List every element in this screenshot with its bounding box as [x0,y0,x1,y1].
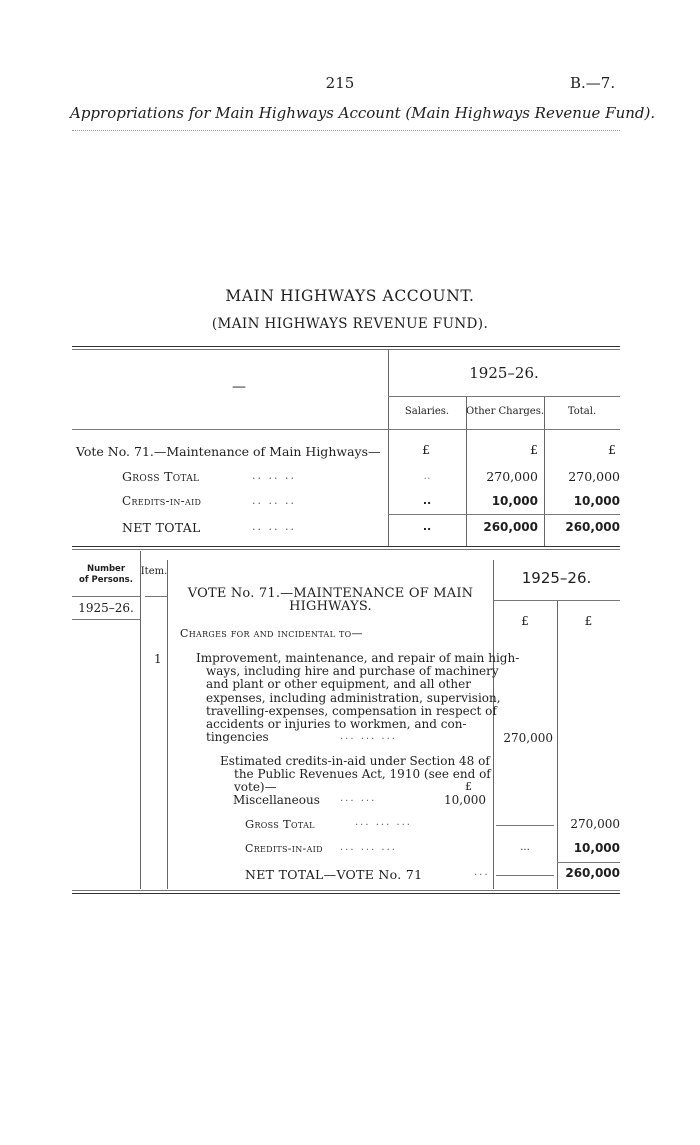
detail-credits-mid: ... [520,842,530,853]
summary-year: 1925–26. [469,364,539,382]
summary-credits-salaries: .. [422,494,432,507]
vote-heading-line-1: VOTE No. 71.—MAINTENANCE OF MAIN [187,586,474,601]
page-number: 215 [325,74,355,92]
leader-dots: ... ... ... [340,731,397,742]
col-number-of-persons [72,564,140,586]
credits-pound-sign: £ [465,780,472,793]
summary-gross-salaries: .. [423,469,431,482]
col-number-line-1: Number [86,564,126,574]
detail-bottom-rule-2 [72,893,620,894]
credits-line: vote)— [234,780,277,795]
summary-net-other: 260,000 [483,520,538,534]
detail-divider-text [493,560,494,889]
summary-top-rule [72,346,620,347]
misc-label: Miscellaneous [233,793,320,807]
summary-net-salaries: .. [422,520,432,533]
item-line: expenses, including administration, supervision, [206,690,501,705]
col-other-charges: Other Charges. [466,406,544,417]
credits-line: Estimated credits-in-aid under Section 48 of [220,754,490,768]
credits-line: the Public Revenues Act, 1910 (see end of [234,767,491,782]
leader-dots: ... ... ... [355,817,412,828]
col-salaries: Salaries. [404,406,450,417]
vote-heading-line-2: HIGHWAYS. [289,599,372,614]
detail-bottom-rule [72,890,620,891]
col-item: Item. [140,566,168,577]
charges-heading: Charges for and incidental to— [180,627,363,640]
col-total: Total. [567,406,597,417]
item-line: and plant or other equipment, and all other [206,677,471,692]
pound-sign-salaries: £ [422,442,430,457]
item-line: ways, including hire and purchase of machinery [206,664,499,679]
net-total-rule [388,514,620,515]
persons-year: 1925–26. [78,601,134,615]
vote-heading [168,587,493,613]
gross-total-rule [496,825,554,826]
summary-bottom-rule-2 [72,549,620,550]
pound-sign: £ [521,614,529,628]
summary-net-label: NET TOTAL [122,520,201,535]
item-amount: 270,000 [503,731,553,745]
summary-year-rule [388,396,620,397]
summary-header-rule [72,429,620,430]
detail-gross-label: Gross Total [245,817,315,831]
running-title: Appropriations for Main Highways Account (Main Highways Revenue Fund). [70,104,656,122]
item-number: 1 [154,652,162,666]
leader-dots: .. .. .. [252,520,296,533]
persons-year-rule [72,619,140,620]
document-title: MAIN HIGHWAYS ACCOUNT. [225,287,475,305]
summary-top-rule-2 [72,349,620,350]
pound-sign-total: £ [608,442,616,457]
misc-amount: 10,000 [444,793,486,807]
col-number-line-2: of Persons. [79,575,133,585]
summary-gross-label: Gross Total [122,469,200,484]
summary-net-total: 260,000 [565,520,620,534]
summary-dash: — [232,379,246,395]
leader-dots: ... ... ... [340,842,397,853]
detail-divider-persons [140,551,141,889]
detail-year: 1925–26. [521,569,592,587]
detail-gross-amount: 270,000 [570,817,620,831]
pound-sign-other: £ [530,442,538,457]
credits-note [220,755,490,795]
item-line: travelling-expenses, compensation in respect of [206,703,497,718]
summary-credits-total: 10,000 [573,494,620,508]
item-header-rule [145,596,167,597]
leader-dots: ... ... [340,793,377,804]
detail-credits-label: Credits-in-aid [245,842,323,855]
series-code: B.—7. [570,74,616,92]
summary-credits-other: 10,000 [491,494,538,508]
item-line: tingencies [206,730,269,745]
summary-bottom-rule [72,546,620,547]
summary-vote-label: Vote No. 71.—Maintenance of Main Highways— [76,444,381,459]
detail-net-amount: 260,000 [565,866,620,880]
summary-gross-other: 270,000 [486,469,538,484]
item-line: Improvement, maintenance, and repair of main high- [196,651,520,665]
detail-year-rule [493,600,620,601]
header-rule [72,130,620,131]
leader-dots: ... [474,867,490,878]
leader-dots: .. .. .. [252,469,296,482]
leader-dots: .. .. .. [252,494,296,507]
net-total-rule [557,862,620,863]
net-mid-rule [496,875,554,876]
item-line: accidents or injuries to workmen, and con- [206,717,467,732]
detail-credits-amount: 10,000 [573,841,620,855]
summary-credits-label: Credits-in-aid [122,494,202,508]
document-subtitle: (MAIN HIGHWAYS REVENUE FUND). [211,316,489,332]
detail-net-label: NET TOTAL—VOTE No. 71 [245,867,423,882]
persons-header-rule [72,596,140,597]
summary-gross-total: 270,000 [568,469,620,484]
pound-sign: £ [584,614,593,628]
